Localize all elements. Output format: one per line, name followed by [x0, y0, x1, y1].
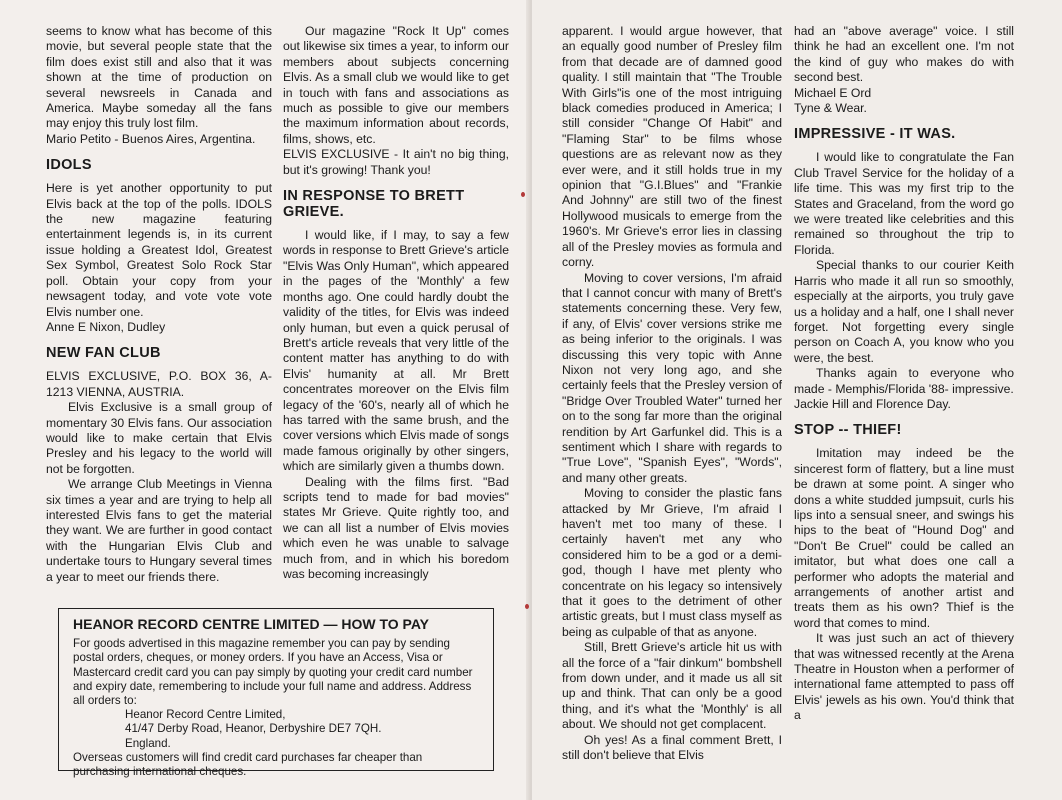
how-to-pay-heading: HEANOR RECORD CENTRE LIMITED — HOW TO PAY: [73, 616, 429, 632]
fan-club-paragraph: We arrange Club Meetings in Vienna six times a year and are trying to help all interested Elvis fans to get the material they want. We are further in good contact with the Hungarian Elvis Club and undertake tours to Hungary several times a year to meet our friends there.: [46, 477, 272, 584]
impressive-paragraph: Special thanks to our courier Keith Harris who made it all run so smoothly, especially at the airports, you truly gave us a holiday and a half, one I shall never forget. Not forgetting every single person on Coach A, you know who you were, the best.: [794, 258, 1014, 365]
response-continued-paragraph: Moving to cover versions, I'm afraid that I cannot concur with many of Brett's statements concerning these. Very few, if any, of Elvis' cover versions strike me as being inferior to the originals. I was discussing this very topic with Anne Nixon not very long ago, and she certainly feels that the Presley version of "Bridge Over Troubled Water" turned her on to the song far more than the original rendition by Art Garfunkel did. This is a sentiment which I share with regards to "True Love", "Spanish Eyes", "Words", and many other greats.: [562, 270, 782, 485]
response-heading: IN RESPONSE TO BRETT GRIEVE.: [283, 188, 465, 221]
binding-staple-mark: [521, 192, 525, 197]
film-letter-signature: Mario Petito - Buenos Aires, Argentina.: [46, 131, 256, 146]
right-column-2: [794, 24, 1014, 784]
impressive-paragraph: I would like to congratulate the Fan Club Travel Service for the holiday of a life time. This was my first trip to the States and Graceland, from the word go we were treated like celebrities and this remained so throughout the trip to Florida.: [794, 150, 1014, 257]
response-signature-place: Tyne & Wear.: [794, 101, 867, 116]
response-signature-name: Michael E Ord: [794, 85, 872, 100]
response-continued-paragraph: Moving to consider the plastic fans attacked by Mr Grieve, I'm afraid I haven't met too many of these. I certainly haven't met any who considered him to be a god or a demi-god, though I have met plenty who concentrate on his legacy so intensively that it goes to the detriment of other artistic greats, but I must class myself as being as culpable of that as anyone.: [562, 486, 782, 639]
idols-signature: Anne E Nixon, Dudley: [46, 319, 166, 334]
address-line: England.: [125, 736, 171, 750]
fan-club-paragraph: Elvis Exclusive is a small group of momentary 30 Elvis fans. Our association would like to make certain that Elvis Presley and his legacy to the world will not be forgotten.: [46, 400, 272, 476]
impressive-signature: Jackie Hill and Florence Day.: [794, 396, 951, 411]
overseas-note: Overseas customers will find credit card purchases far cheaper than purchasing international cheques.: [73, 750, 423, 779]
fan-club-address: ELVIS EXCLUSIVE, P.O. BOX 36, A-1213 VIENNA, AUSTRIA.: [46, 369, 272, 399]
binding-staple-mark: [525, 604, 529, 609]
address-line: Heanor Record Centre Limited,: [125, 708, 286, 722]
magazine-paragraph: Our magazine "Rock It Up" comes out likewise six times a year, to inform our members about subjects concerning Elvis. As a small club we would like to get in touch with fans and associations as much as possible to give our members the maximum information about records, films, shows, etc.: [283, 24, 509, 146]
response-continued-paragraph: Oh yes! As a final comment Brett, I still don't believe that Elvis: [562, 732, 782, 763]
response-continued-paragraph: apparent. I would argue however, that an equally good number of Presley film from that decade are of damned good quality. I still maintain that "The Trouble With Girls"is one of the most intriguing black comedies produced in America; I still consider "Change Of Habit" and "Flaming Star" to be films whose questions are as relevant now as they ever were, and it still holds true in my opinion that "G.I.Blues" and "Frankie And Johnny" are still two of the finest Hollywood musicals to emerge from the 1960's. Mr Grieve's error lies in classing all of the Presley movies as formula and corny.: [562, 24, 782, 270]
stop-thief-paragraph: Imitation may indeed be the sincerest form of flattery, but a line must be drawn at some point. A singer who dons a white studded jumpsuit, curls his lips into a sensual sneer, and swings his hips to the beat of "Hound Dog" and "Don't Be Cruel" could be called an imitator, but what does one call a performer who adopts the material and arrangements of another artist and treats them as his own? Thief is the word that comes to mind.: [794, 446, 1014, 630]
response-paragraph: I would like, if I may, to say a few words in response to Brett Grieve's article "Elvis Was Only Human", which appeared in the pages of the 'Monthly' a few months ago. One could hardly doubt the validity of the titles, for Elvis was indeed only human, but even a quick perusal of Brett's article reveals that very little of the content matter has anything to do with Elvis' humanity at all. Mr Brett concentrates moreover on the Elvis film legacy of the '60's, nearly all of which he has tarred with the same brush, and the cover versions which Elvis made of songs made famous originally by other singers, which are similarly given a thumbs down.: [283, 228, 509, 474]
new-fan-club-heading: NEW FAN CLUB: [46, 345, 161, 362]
stop-thief-heading: STOP -- THIEF!: [794, 422, 902, 439]
address-line: 41/47 Derby Road, Heanor, Derbyshire DE7 7QH.: [125, 722, 382, 736]
left-page: [0, 0, 530, 800]
response-continued-paragraph: Still, Brett Grieve's article hit us with all the force of a "fair dinkum" bombshell from down under, and it made us all sit up and think. That can only be a good thing, and it's what the 'Monthly' is all about. We should not get complacent.: [562, 640, 782, 732]
magazine-closing: ELVIS EXCLUSIVE - It ain't no big thing, but it's growing! Thank you!: [283, 147, 509, 177]
how-to-pay-box: [58, 608, 494, 779]
idols-text: Here is yet another opportunity to put Elvis back at the top of the polls. IDOLS the new magazine featuring entertainment legends is, in its current issue holding a Greatest Idol, Greatest Sex Symbol, Greatest Solo Rock Star poll. Obtain your copy from your newsagent today, and vote vote vote Elvis number one.: [46, 181, 272, 319]
right-column-1: [562, 24, 782, 784]
how-to-pay-text: For goods advertised in this magazine remember you can pay by sending postal orders, cheques, or money orders. If you have an Access, Visa or Mastercard credit card you can pay simply by quoting your credit card number and expiry date, remembering to include your full name and address. Address all orders to:: [73, 637, 473, 708]
impressive-heading: IMPRESSIVE - IT WAS.: [794, 126, 956, 143]
impressive-paragraph: Thanks again to everyone who made - Memphis/Florida '88- impressive.: [794, 366, 1014, 396]
response-final-paragraph: had an "above average" voice. I still think he had an excellent one. I'm not the kind of guy who makes do with second best.: [794, 24, 1014, 85]
right-page: [532, 0, 1062, 800]
left-column-2: [283, 24, 509, 604]
idols-heading: IDOLS: [46, 157, 92, 174]
film-letter-text: seems to know what has become of this movie, but several people state that the film does exist still and also that it was shown at the time of production on several newsreels in Canada and America. Maybe someday all the fans may enjoy this truly lost film.: [46, 24, 272, 131]
response-paragraph: Dealing with the films first. "Bad scripts tend to made for bad movies" states Mr Grieve. Quite rightly too, and we can all list a number of Elvis movies which even he was unable to salvage much from, and in which his boredom was becoming increasingly: [283, 474, 509, 581]
left-column-1: [46, 24, 272, 604]
stop-thief-paragraph: It was just such an act of thievery that was witnessed recently at the Arena Theatre in Houston when a performer of international fame attempted to pass off Elvis' jewels as his own. You'd think that a: [794, 631, 1014, 723]
